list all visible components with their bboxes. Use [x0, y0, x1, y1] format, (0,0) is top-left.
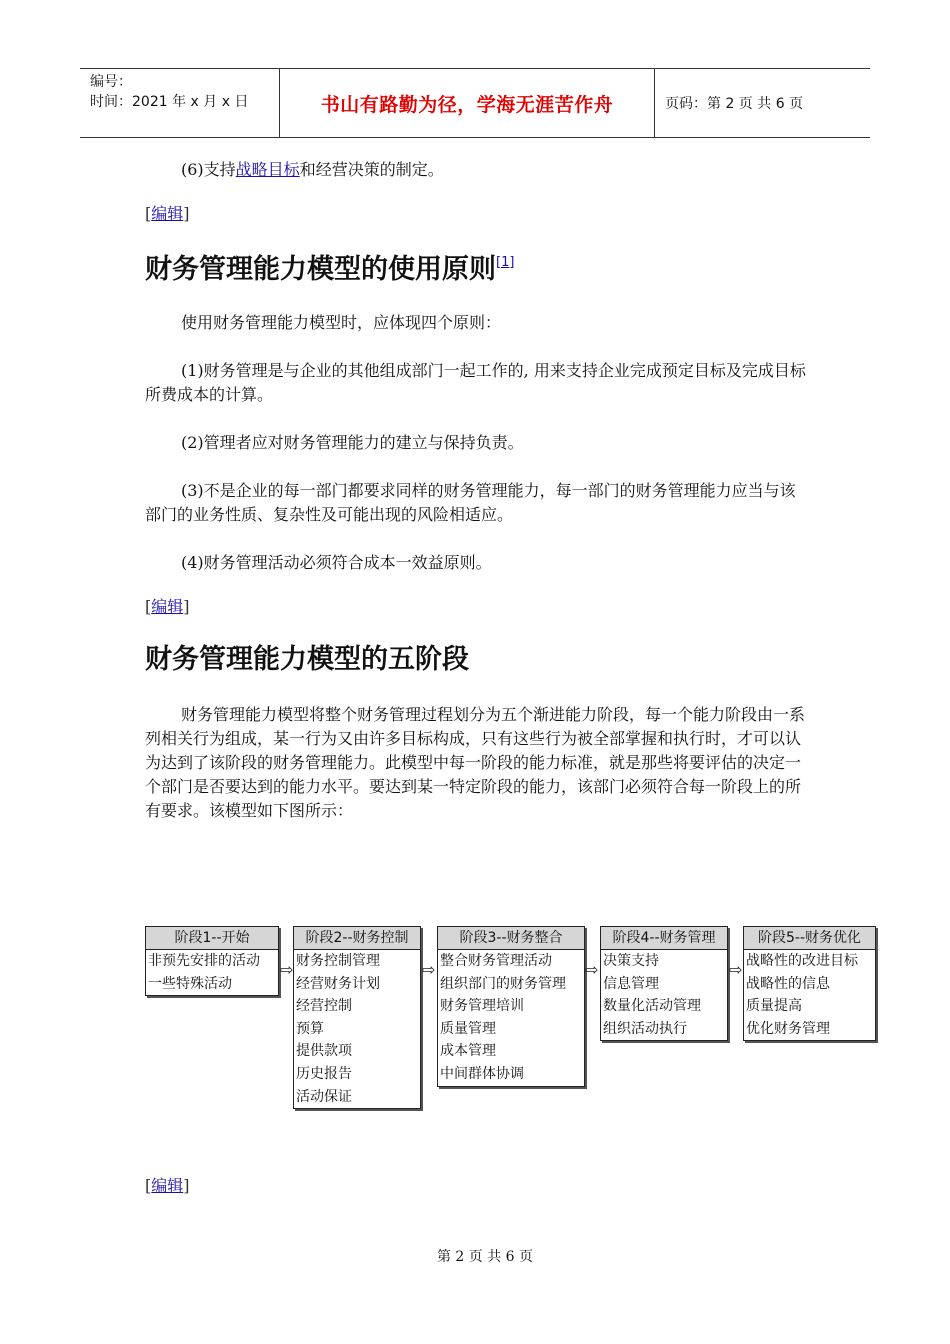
stage-title: 阶段3--财务整合 — [438, 927, 584, 950]
stage-item: 经营财务计划 — [296, 975, 380, 992]
header-page-number: 页码：第 2 页 共 6 页 — [665, 96, 804, 112]
header-motto: 书山有路勤为径，学海无涯苦作舟 — [280, 69, 655, 137]
intro-suffix: 和经营决策的制定。 — [299, 160, 444, 179]
article-body — [145, 150, 810, 823]
stage-item: 非预先安排的活动 — [148, 953, 260, 969]
arrow-right-icon: ⇨ — [280, 960, 294, 979]
principle-3: (3)不是企业的每一部门都要求同样的财务管理能力，每一部门的财务管理能力应当与该部门的业务性质、复杂性及可能出现的风险相适应。 — [145, 481, 796, 524]
arrow-right-icon: ⇨ — [729, 960, 743, 979]
stage-box-3 — [437, 926, 585, 1087]
stage-item: 战略性的信息 — [746, 975, 830, 992]
stage-title: 阶段4--财务管理 — [601, 927, 727, 950]
doc-number-label: 编号： — [90, 74, 132, 90]
intro-paragraph — [145, 158, 810, 182]
edit-section-1 — [145, 202, 810, 226]
five-stages-paragraph: 财务管理能力模型将整个财务管理过程划分为五个渐进能力阶段，每一个能力阶段由一系列相关行为组成，某一行为又由许多目标构成，只有这些行为被全部掌握和执行时，才可以认为达到了该阶段的财务管理能力。此模型中每一阶段的能力标准，就是那些将要评估的决定一个部门是否要达到的能力水平。要达到某一特定阶段的能力，该部门必须符合每一阶段上的所有要求。该模型如下图所示： — [145, 705, 806, 820]
strategic-goal-link[interactable]: 战略目标 — [235, 160, 300, 179]
stage-title: 阶段1--开始 — [146, 927, 278, 950]
principle-4: (4)财务管理活动必须符合成本一效益原则。 — [181, 553, 492, 572]
doc-date-label: 时间：2021 年 x 月 x 日 — [90, 94, 249, 110]
section-title-text: 财务管理能力模型的使用原则 — [145, 254, 496, 285]
reference-link[interactable]: [1] — [496, 255, 515, 270]
stage-title: 阶段5--财务优化 — [744, 927, 875, 950]
stage-item: 成本管理 — [440, 1043, 496, 1060]
stage-box-5 — [743, 926, 876, 1041]
arrow-right-icon: ⇨ — [585, 960, 599, 979]
edit-bracket-open: [ — [145, 204, 152, 223]
stage-item: 预算 — [296, 1020, 324, 1037]
edit-bracket-close: ] — [183, 597, 190, 616]
section-title-five-stages: 财务管理能力模型的五阶段 — [145, 644, 469, 675]
principles-intro: 使用财务管理能力模型时，应体现四个原则： — [181, 313, 502, 332]
stage-item: 组织活动执行 — [603, 1020, 687, 1037]
edit-link[interactable]: 编辑 — [151, 1176, 184, 1195]
stage-item: 中间群体协调 — [440, 1065, 524, 1082]
page-footer: 第 2 页 共 6 页 — [436, 1249, 534, 1265]
edit-bracket-close: ] — [183, 1176, 190, 1195]
edit-link[interactable]: 编辑 — [151, 204, 184, 223]
stage-item: 整合财务管理活动 — [440, 953, 552, 969]
edit-link[interactable]: 编辑 — [151, 597, 184, 616]
principle-1: (1)财务管理是与企业的其他组成部门一起工作的, 用来支持企业完成预定目标及完成目标所费成本的计算。 — [145, 361, 806, 404]
section-title-principles — [145, 246, 810, 287]
principle-2: (2)管理者应对财务管理能力的建立与保持负责。 — [181, 433, 524, 452]
stage-item: 提供款项 — [296, 1043, 352, 1060]
stage-box-4 — [600, 926, 728, 1041]
stage-item: 财务控制管理 — [296, 953, 380, 969]
stage-box-2 — [293, 926, 421, 1109]
stage-item: 活动保证 — [296, 1088, 352, 1105]
stage-item: 决策支持 — [603, 953, 659, 969]
stage-item: 质量提高 — [746, 998, 802, 1015]
stage-box-1 — [145, 926, 279, 996]
five-stage-diagram — [145, 926, 880, 1116]
edit-section-2 — [145, 595, 810, 619]
intro-prefix: (6)支持 — [181, 160, 236, 179]
edit-bracket-open: [ — [145, 597, 152, 616]
stage-item: 信息管理 — [603, 975, 659, 992]
stage-item: 经营控制 — [296, 998, 352, 1015]
stage-item: 优化财务管理 — [746, 1020, 830, 1037]
stage-item: 历史报告 — [296, 1065, 352, 1082]
stage-title: 阶段2--财务控制 — [294, 927, 420, 950]
edit-bracket-open: [ — [145, 1176, 152, 1195]
stage-item: 战略性的改进目标 — [746, 953, 858, 969]
stage-item: 财务管理培训 — [440, 998, 524, 1015]
edit-bracket-close: ] — [183, 204, 190, 223]
page-header — [80, 68, 870, 138]
arrow-right-icon: ⇨ — [422, 960, 436, 979]
stage-item: 质量管理 — [440, 1020, 496, 1037]
stage-item: 数量化活动管理 — [603, 998, 701, 1015]
edit-section-3 — [145, 1174, 190, 1198]
stage-item: 组织部门的财务管理 — [440, 975, 566, 992]
stage-item: 一些特殊活动 — [148, 975, 232, 992]
header-meta — [80, 69, 280, 137]
